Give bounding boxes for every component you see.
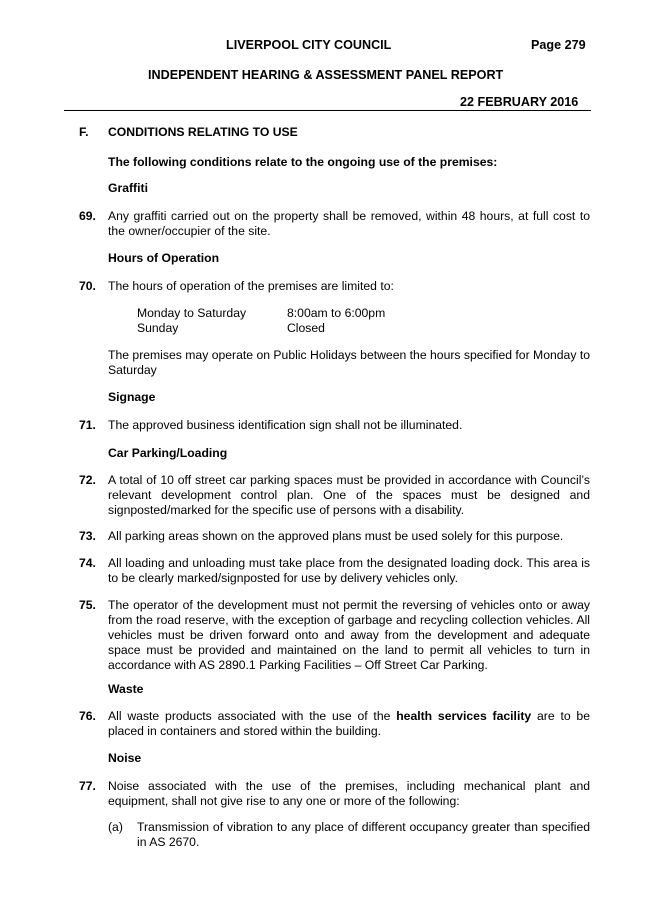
condition-text: The hours of operation of the premises are limited to: [108,279,394,293]
condition-text-part: are to be placed in containers and stored within the building. [108,709,590,738]
hours-day: Sunday [137,321,179,335]
header-rule [64,110,591,111]
condition-number: 71. [79,418,96,432]
condition-number: 72. [79,473,96,487]
condition-text: A total of 10 off street car parking spaces must be provided in accordance with Council’s relevant development control plan. One of the spaces must be designed and signposted/marked for the specific use of persons with a disability. [108,473,590,517]
hours-row [137,321,385,336]
heading-graffiti: Graffiti [108,181,148,195]
heading-signage: Signage [108,390,156,404]
hours-time: Closed [287,321,325,335]
condition-text-bold: health services facility [396,709,532,723]
public-holiday-note: The premises may operate on Public Holidays between the hours specified for Monday to Saturday [108,348,590,377]
condition-number: 75. [79,598,96,612]
condition-text [108,709,590,739]
condition-text: The operator of the development must not permit the reversing of vehicles onto or away from the road reserve, with the exception of garbage and recycling collection vehicles. All vehicles must be driven forward onto and away from the development and adequate space must be provided and maintained on the land to permit all vehicles to turn in accordance with AS 2890.1 Parking Facilities – Off Street Car Parking. [108,598,590,672]
condition-text: All loading and unloading must take place from the designated loading dock. This area is to be clearly marked/signposted for use by delivery vehicles only. [108,556,590,585]
condition-text: Any graffiti carried out on the property shall be removed, within 48 hours, at full cost to the owner/occupier of the site. [108,209,590,238]
condition-text: The approved business identification sign shall not be illuminated. [108,418,463,432]
report-title: INDEPENDENT HEARING & ASSESSMENT PANEL REPORT [148,68,504,82]
hours-table [137,306,385,336]
condition-number: 69. [79,209,96,223]
condition-text: All parking areas shown on the approved plans must be used solely for this purpose. [108,529,564,543]
hours-day: Monday to Saturday [137,306,247,320]
condition-number: 73. [79,529,96,543]
hours-time: 8:00am to 6:00pm [287,306,386,320]
section-intro: The following conditions relate to the ongoing use of the premises: [108,155,498,169]
council-name: LIVERPOOL CITY COUNCIL [226,38,392,52]
heading-noise: Noise [108,751,142,765]
condition-number: 77. [79,779,96,793]
condition-text-part: All waste products associated with the use of the [108,709,397,723]
sub-item-text: Transmission of vibration to any place of different occupancy greater than specified in AS 2670. [137,820,590,849]
heading-waste: Waste [108,682,144,696]
condition-text: Noise associated with the use of the premises, including mechanical plant and equipment, shall not give rise to any one or more of the following: [108,779,590,808]
condition-number: 76. [79,709,96,723]
section-title: CONDITIONS RELATING TO USE [108,125,298,139]
hours-row [137,306,385,321]
heading-parking: Car Parking/Loading [108,446,228,460]
heading-hours: Hours of Operation [108,251,220,265]
condition-number: 74. [79,556,96,570]
section-letter: F. [79,125,89,139]
page-number: Page 279 [531,38,586,52]
condition-number: 70. [79,279,96,293]
sub-item-label: (a) [108,820,123,834]
report-date: 22 FEBRUARY 2016 [460,95,579,109]
